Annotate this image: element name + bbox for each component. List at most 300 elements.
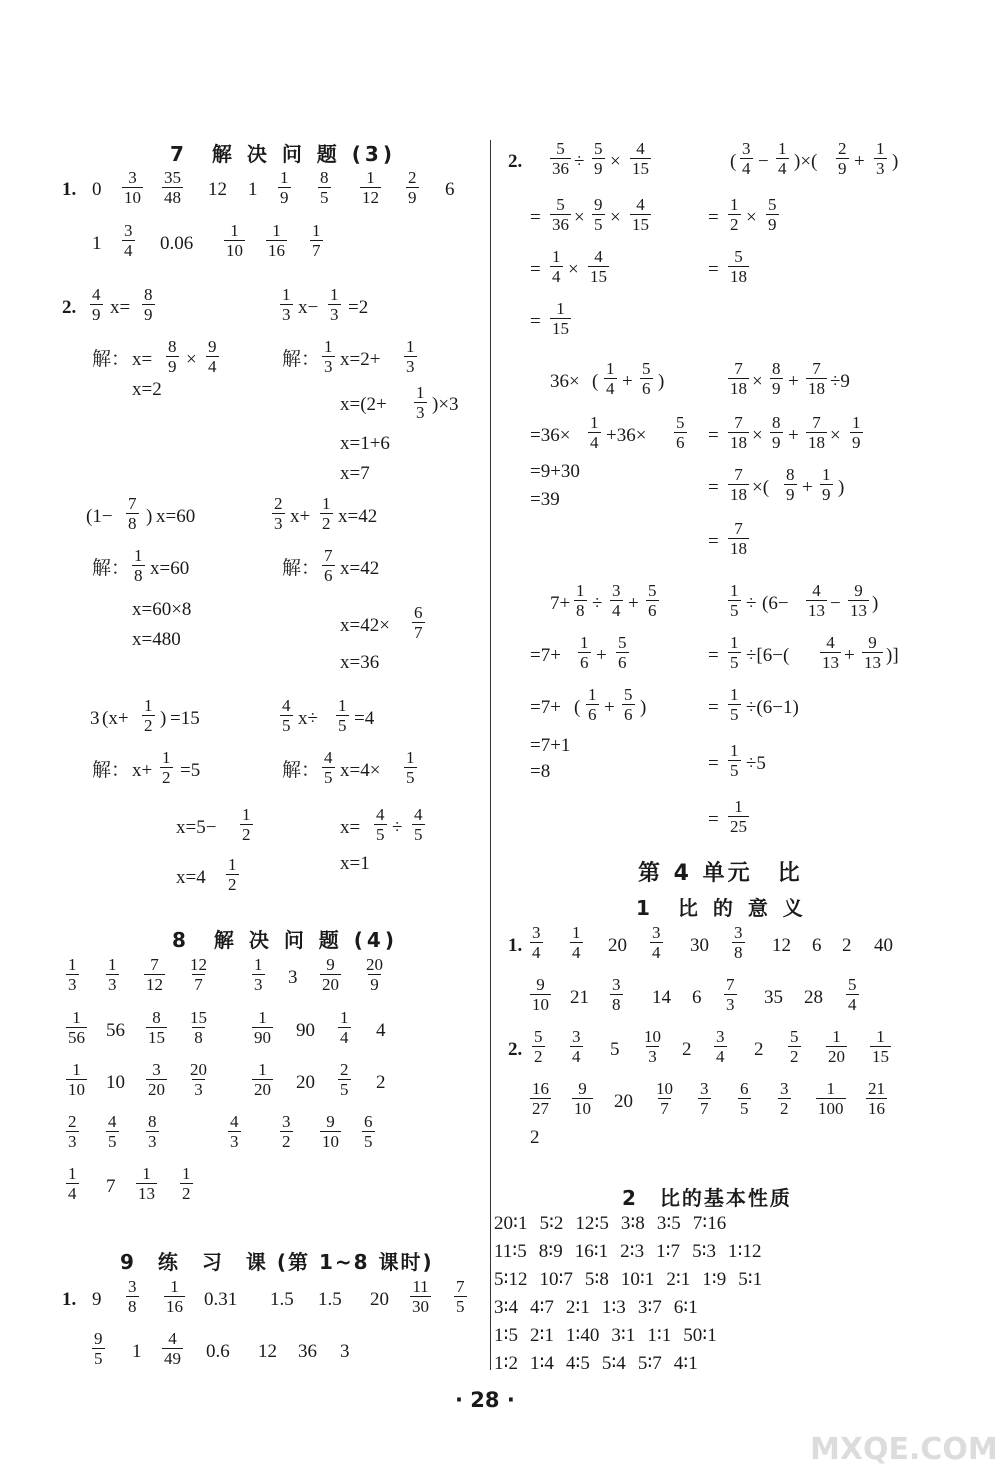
answer-value: 1: [248, 179, 258, 200]
answer-value: 3: [288, 967, 298, 988]
fraction: 20 9: [366, 955, 383, 994]
equation-text: =15: [170, 708, 200, 729]
answer-value: 0.6: [206, 1341, 230, 1362]
equation-text: (: [730, 151, 737, 172]
page-number: · 28 ·: [455, 1388, 515, 1412]
fraction: 8 9: [168, 337, 177, 376]
fraction: 7 18: [730, 519, 747, 558]
ratio-item: 2∶3: [620, 1241, 645, 1262]
s7-q1-label: 1.: [62, 179, 77, 200]
answer-value: 20: [614, 1091, 633, 1112]
ratio-item: 1∶3: [601, 1297, 626, 1318]
equation-text: =: [708, 697, 719, 718]
ratio-item: 50∶1: [683, 1325, 717, 1346]
equation-text: )]: [886, 645, 899, 666]
answer-value: 40: [874, 935, 893, 956]
equation-text: 36×: [550, 371, 580, 392]
fraction: 3 10: [124, 168, 141, 207]
answer-value: 12: [208, 179, 227, 200]
equation-text: ÷: [392, 817, 403, 838]
fraction: 3 2: [282, 1112, 291, 1151]
equation-text: ): [892, 151, 899, 172]
equation-text: =: [708, 425, 719, 446]
answer-value: 2: [842, 935, 852, 956]
equation-text: x=42: [340, 558, 380, 579]
fraction: 3 8: [612, 975, 621, 1014]
equation-text: ÷: [574, 151, 585, 172]
answer-value: 6: [692, 987, 702, 1008]
fraction: 5 36: [552, 139, 569, 178]
ratio-item: 5∶12: [494, 1269, 528, 1290]
answer-value: 56: [106, 1020, 125, 1041]
fraction: 7 18: [808, 413, 825, 452]
section-9-title: 9 练 习 课 (第 1~8 课时): [120, 1250, 434, 1274]
ratio-item: 10∶1: [620, 1269, 655, 1290]
equation-text: ): [160, 708, 167, 729]
fraction: 3 4: [124, 221, 133, 260]
equation-text: +: [844, 645, 855, 666]
fraction: 5 2: [790, 1027, 799, 1066]
equation-text: x=60: [150, 558, 190, 579]
fraction: 3 4: [716, 1027, 725, 1066]
equation-text: ×: [746, 207, 757, 228]
equation-text: ): [838, 477, 845, 498]
fraction: 1 4: [778, 139, 787, 178]
fraction: 1 3: [876, 139, 885, 178]
fraction: 1 15: [552, 299, 569, 338]
fraction: 1 15: [872, 1027, 889, 1066]
equation-text: +36×: [606, 425, 647, 446]
equation-text: ): [146, 506, 153, 527]
equation-text: ÷[6−(: [746, 645, 790, 666]
equation-text: +: [596, 645, 607, 666]
fraction: 7 3: [726, 975, 735, 1014]
ratio-row: [494, 1268, 774, 1292]
equation-text: x=: [132, 349, 153, 370]
equation-text: ): [640, 697, 647, 718]
fraction: 9 4: [208, 337, 217, 376]
fraction: 1 20: [828, 1027, 845, 1066]
equation-text: x=: [340, 817, 361, 838]
ratio-item: 20∶1: [494, 1213, 528, 1234]
equation-text: =9+30: [530, 461, 580, 482]
answer-value: 1.5: [318, 1289, 342, 1310]
ratio-item: 16∶1: [574, 1241, 609, 1262]
equation-text: ×: [186, 349, 197, 370]
equation-text: =7+1: [530, 735, 571, 756]
equation-text: (1−: [86, 506, 113, 527]
answer-value: 20: [296, 1072, 315, 1093]
ratio-row: [494, 1324, 729, 1348]
equation-text: ×: [610, 207, 621, 228]
fraction: 1 20: [254, 1060, 271, 1099]
fraction: 4 9: [92, 285, 101, 324]
equation-text: =36×: [530, 425, 571, 446]
fraction: 5 9: [768, 195, 777, 234]
ratio-item: 12∶5: [575, 1213, 609, 1234]
section-7-title: 7 解 决 问 题 (3): [170, 142, 396, 166]
answer-value: 2: [376, 1072, 386, 1093]
fraction: 7 18: [730, 465, 747, 504]
ratio-item: 5∶1: [738, 1269, 763, 1290]
equation-text: +: [628, 593, 639, 614]
equation-text: x=7: [340, 463, 370, 484]
equation-text: (: [592, 371, 599, 392]
equation-text: x+: [132, 760, 153, 781]
answer-value: 1: [132, 1341, 142, 1362]
fraction: 1 4: [552, 247, 561, 286]
equation-text: x=42: [338, 506, 378, 527]
jie-label: 解：: [92, 558, 131, 579]
fraction: 4 5: [108, 1112, 117, 1151]
ratio-item: 1∶5: [494, 1325, 518, 1346]
fraction: 4 49: [164, 1329, 181, 1368]
fraction: 7 8: [128, 494, 137, 533]
fraction: 8 9: [786, 465, 795, 504]
answer-value: 20: [370, 1289, 389, 1310]
fraction: 8 3: [148, 1112, 157, 1151]
fraction: 4 5: [376, 805, 385, 844]
answer-value: 0.06: [160, 233, 194, 254]
equation-text: =: [530, 259, 541, 280]
fraction: 1 6: [588, 685, 597, 724]
fraction: 6 5: [364, 1112, 373, 1151]
answer-value: 9: [92, 1289, 102, 1310]
fraction: 9 10: [532, 975, 549, 1014]
equation-text: ÷: [746, 593, 757, 614]
equation-text: x=: [110, 297, 131, 318]
fraction: 6 7: [414, 603, 423, 642]
fraction: 7 12: [146, 955, 163, 994]
equation-text: =: [708, 531, 719, 552]
equation-text: ×: [574, 207, 585, 228]
fraction: 1 5: [730, 581, 739, 620]
fraction: 1 3: [406, 337, 415, 376]
ratio-item: 1∶12: [728, 1241, 762, 1262]
equation-text: x=1+6: [340, 433, 390, 454]
fraction: 7 5: [456, 1277, 465, 1316]
watermark: MXQE.COM: [810, 1432, 998, 1467]
fraction: 2 3: [274, 494, 283, 533]
fraction: 1 25: [730, 797, 747, 836]
answer-value: 6: [812, 935, 822, 956]
fraction: 8 9: [772, 413, 781, 452]
equation-text: ÷9: [830, 371, 850, 392]
fraction: 2 5: [340, 1060, 349, 1099]
equation-text: x÷: [298, 708, 318, 729]
answer-value: 28: [804, 987, 823, 1008]
answer-value: 2: [754, 1039, 764, 1060]
equation-text: x+: [290, 506, 311, 527]
fraction: 1 5: [338, 696, 347, 735]
fraction: 12 7: [190, 955, 207, 994]
fraction: 9 13: [864, 633, 881, 672]
fraction: 1 16: [166, 1277, 183, 1316]
right-q2-label: 2.: [508, 151, 523, 172]
fraction: 4 15: [632, 139, 649, 178]
answer-value: 14: [652, 987, 671, 1008]
equation-text: ×: [830, 425, 841, 446]
fraction: 1 90: [254, 1008, 271, 1047]
fraction: 1 2: [182, 1164, 191, 1203]
fraction: 4 15: [632, 195, 649, 234]
fraction: 1 4: [68, 1164, 77, 1203]
fraction: 1 2: [322, 494, 331, 533]
fraction: 2 9: [408, 168, 417, 207]
ratio-item: 10∶7: [539, 1269, 573, 1290]
equation-text: ×(: [752, 477, 770, 498]
ratio-item: 3∶5: [656, 1213, 681, 1234]
answer-value: 35: [764, 987, 783, 1008]
fraction: 2 3: [68, 1112, 77, 1151]
fraction: 8 15: [148, 1008, 165, 1047]
fraction: 3 4: [652, 923, 661, 962]
fraction: 3 4: [742, 139, 751, 178]
ratio-row: [494, 1212, 738, 1236]
equation-text: =: [708, 753, 719, 774]
fraction: 5 6: [676, 413, 685, 452]
fraction: 7 18: [808, 359, 825, 398]
equation-text: =7+: [530, 697, 561, 718]
answer-value: 2: [682, 1039, 692, 1060]
fraction: 1 10: [68, 1060, 85, 1099]
equation-text: +: [604, 697, 615, 718]
equation-text: ×: [752, 371, 763, 392]
fraction: 5 6: [618, 633, 627, 672]
ratio-item: 5∶8: [584, 1269, 609, 1290]
fraction: 1 3: [324, 337, 333, 376]
equation-text: x=42×: [340, 615, 390, 636]
fraction: 3 8: [734, 923, 743, 962]
fraction: 1 3: [330, 285, 339, 324]
fraction: 1 16: [268, 221, 285, 260]
fraction: 4 13: [808, 581, 825, 620]
fraction: 4 5: [282, 696, 291, 735]
fraction: 9 13: [850, 581, 867, 620]
ratio-item: 5∶2: [539, 1213, 564, 1234]
fraction: 1 2: [228, 855, 237, 894]
fraction: 1 2: [730, 195, 739, 234]
answer-value: 2: [530, 1127, 540, 1148]
answer-value: 20: [608, 935, 627, 956]
fraction: 2 9: [838, 139, 847, 178]
equation-text: ×: [752, 425, 763, 446]
fraction: 1 3: [68, 955, 77, 994]
answer-value: 0.31: [204, 1289, 238, 1310]
answer-value: 10: [106, 1072, 125, 1093]
fraction: 1 4: [590, 413, 599, 452]
equation-text: +: [788, 425, 799, 446]
equation-text: ×: [610, 151, 621, 172]
fraction: 4 5: [324, 748, 333, 787]
fraction: 6 5: [740, 1079, 749, 1118]
equation-text: +: [788, 371, 799, 392]
answer-value: 5: [610, 1039, 620, 1060]
equation-text: =: [708, 207, 719, 228]
fraction: 3 4: [532, 923, 541, 962]
answer-value: 1: [92, 233, 102, 254]
equation-text: ): [658, 371, 665, 392]
fraction: 1 56: [68, 1008, 85, 1047]
ratio-item: 3∶7: [637, 1297, 662, 1318]
fraction: 7 18: [730, 413, 747, 452]
ratio-item: 2∶1: [666, 1269, 691, 1290]
ratio-item: 3∶1: [611, 1325, 636, 1346]
fraction: 35 48: [164, 168, 181, 207]
fraction: 1 7: [312, 221, 321, 260]
ratio-item: 2∶1: [565, 1297, 590, 1318]
fraction: 1 13: [138, 1164, 155, 1203]
fraction: 8 9: [144, 285, 153, 324]
fraction: 3 2: [780, 1079, 789, 1118]
equation-text: x=36: [340, 652, 380, 673]
fraction: 9 5: [594, 195, 603, 234]
equation-text: −: [758, 151, 769, 172]
equation-text: 3: [90, 708, 100, 729]
s7-q2-label: 2.: [62, 297, 77, 318]
answer-value: 21: [570, 987, 589, 1008]
fraction: 3 7: [700, 1079, 709, 1118]
page-number-value: 28: [470, 1388, 500, 1412]
equation-text: x=4×: [340, 760, 381, 781]
ratio-row: [494, 1296, 710, 1320]
fraction: 1 4: [572, 923, 581, 962]
fraction: 1 6: [580, 633, 589, 672]
fraction: 1 9: [822, 465, 831, 504]
fraction: 21 16: [868, 1079, 885, 1118]
fraction: 16 27: [532, 1079, 549, 1118]
fraction: 7 18: [730, 359, 747, 398]
ratio-item: 1∶40: [565, 1325, 600, 1346]
equation-text: x−: [298, 297, 319, 318]
equation-text: ×: [568, 259, 579, 280]
equation-text: =2: [348, 297, 369, 318]
ratio-item: 1∶9: [702, 1269, 727, 1290]
equation-text: +: [802, 477, 813, 498]
jie-label: 解：: [282, 760, 321, 781]
equation-text: =: [708, 259, 719, 280]
equation-text: ÷(6−1): [746, 697, 799, 718]
fraction: 3 4: [572, 1027, 581, 1066]
u4-q1-label: 1.: [508, 935, 523, 956]
equation-text: =: [708, 477, 719, 498]
equation-text: ÷: [592, 593, 603, 614]
equation-text: ): [872, 593, 879, 614]
equation-text: (: [574, 697, 581, 718]
u4-q2-label: 2.: [508, 1039, 523, 1060]
fraction: 20 3: [190, 1060, 207, 1099]
equation-text: )×(: [794, 151, 818, 172]
ratio-item: 8∶9: [538, 1241, 563, 1262]
jie-label: 解：: [92, 760, 131, 781]
column-divider: [490, 140, 491, 1370]
ratio-item: 11∶5: [494, 1241, 527, 1262]
ratio-item: 4∶5: [565, 1353, 590, 1374]
ratio-item: 2∶1: [529, 1325, 554, 1346]
fraction: 5 18: [730, 247, 747, 286]
equation-text: =: [708, 809, 719, 830]
fraction: 1 3: [108, 955, 117, 994]
ratio-item: 1∶1: [647, 1325, 672, 1346]
fraction: 3 8: [128, 1277, 137, 1316]
fraction: 4 5: [414, 805, 423, 844]
fraction: 5 6: [648, 581, 657, 620]
equation-text: =: [530, 207, 541, 228]
fraction: 1 3: [416, 383, 425, 422]
unit-4-title: 第 4 单元 比: [638, 861, 803, 886]
fraction: 5 9: [594, 139, 603, 178]
equation-text: +: [622, 371, 633, 392]
fraction: 15 8: [190, 1008, 207, 1047]
ratio-item: 4∶1: [673, 1353, 698, 1374]
fraction: 1 3: [254, 955, 263, 994]
equation-text: x=5−: [176, 817, 217, 838]
fraction: 1 4: [340, 1008, 349, 1047]
equation-text: (x+: [102, 708, 129, 729]
fraction: 10 3: [644, 1027, 661, 1066]
jie-label: 解：: [282, 349, 321, 370]
answer-value: 1.5: [270, 1289, 294, 1310]
fraction: 3 20: [148, 1060, 165, 1099]
equation-text: (6−: [762, 593, 789, 614]
ratio-item: 5∶4: [601, 1353, 626, 1374]
fraction: 3 4: [612, 581, 621, 620]
fraction: 1 5: [406, 748, 415, 787]
fraction: 1 5: [730, 633, 739, 672]
equation-text: x=4: [176, 867, 206, 888]
s9-q1-label: 1.: [62, 1289, 77, 1310]
equation-text: )×3: [432, 394, 459, 415]
fraction: 1 9: [280, 168, 289, 207]
fraction: 1 2: [162, 748, 171, 787]
answer-value: 30: [690, 935, 709, 956]
equation-text: −: [830, 593, 841, 614]
equation-text: =: [530, 311, 541, 332]
ratio-row: [494, 1352, 710, 1376]
fraction: 1 9: [852, 413, 861, 452]
fraction: 11 30: [412, 1277, 429, 1316]
jie-label: 解：: [92, 349, 131, 370]
equation-text: x=480: [132, 629, 181, 650]
unit-4-sub1: 1 比 的 意 义: [636, 896, 807, 920]
equation-text: x=(2+: [340, 394, 387, 415]
fraction: 9 10: [574, 1079, 591, 1118]
answer-value: 90: [296, 1020, 315, 1041]
answer-value: 3: [340, 1341, 350, 1362]
equation-text: x=60: [156, 506, 196, 527]
equation-text: =8: [530, 761, 551, 782]
equation-text: +: [854, 151, 865, 172]
answer-value: 4: [376, 1020, 386, 1041]
fraction: 8 5: [320, 168, 329, 207]
fraction: 8 9: [772, 359, 781, 398]
equation-text: =7+: [530, 645, 561, 666]
fraction: 4 15: [590, 247, 607, 286]
answer-value: 36: [298, 1341, 317, 1362]
fraction: 1 8: [134, 546, 143, 585]
ratio-item: 5∶7: [637, 1353, 662, 1374]
fraction: 1 12: [362, 168, 379, 207]
fraction: 5 6: [642, 359, 651, 398]
equation-text: =4: [354, 708, 375, 729]
fraction: 1 2: [144, 696, 153, 735]
ratio-item: 1∶7: [656, 1241, 681, 1262]
ratio-item: 6∶1: [673, 1297, 698, 1318]
fraction: 5 4: [848, 975, 857, 1014]
equation-text: x=2+: [340, 349, 381, 370]
section-8-title: 8 解 决 问 题 (4): [172, 928, 398, 952]
fraction: 1 8: [576, 581, 585, 620]
